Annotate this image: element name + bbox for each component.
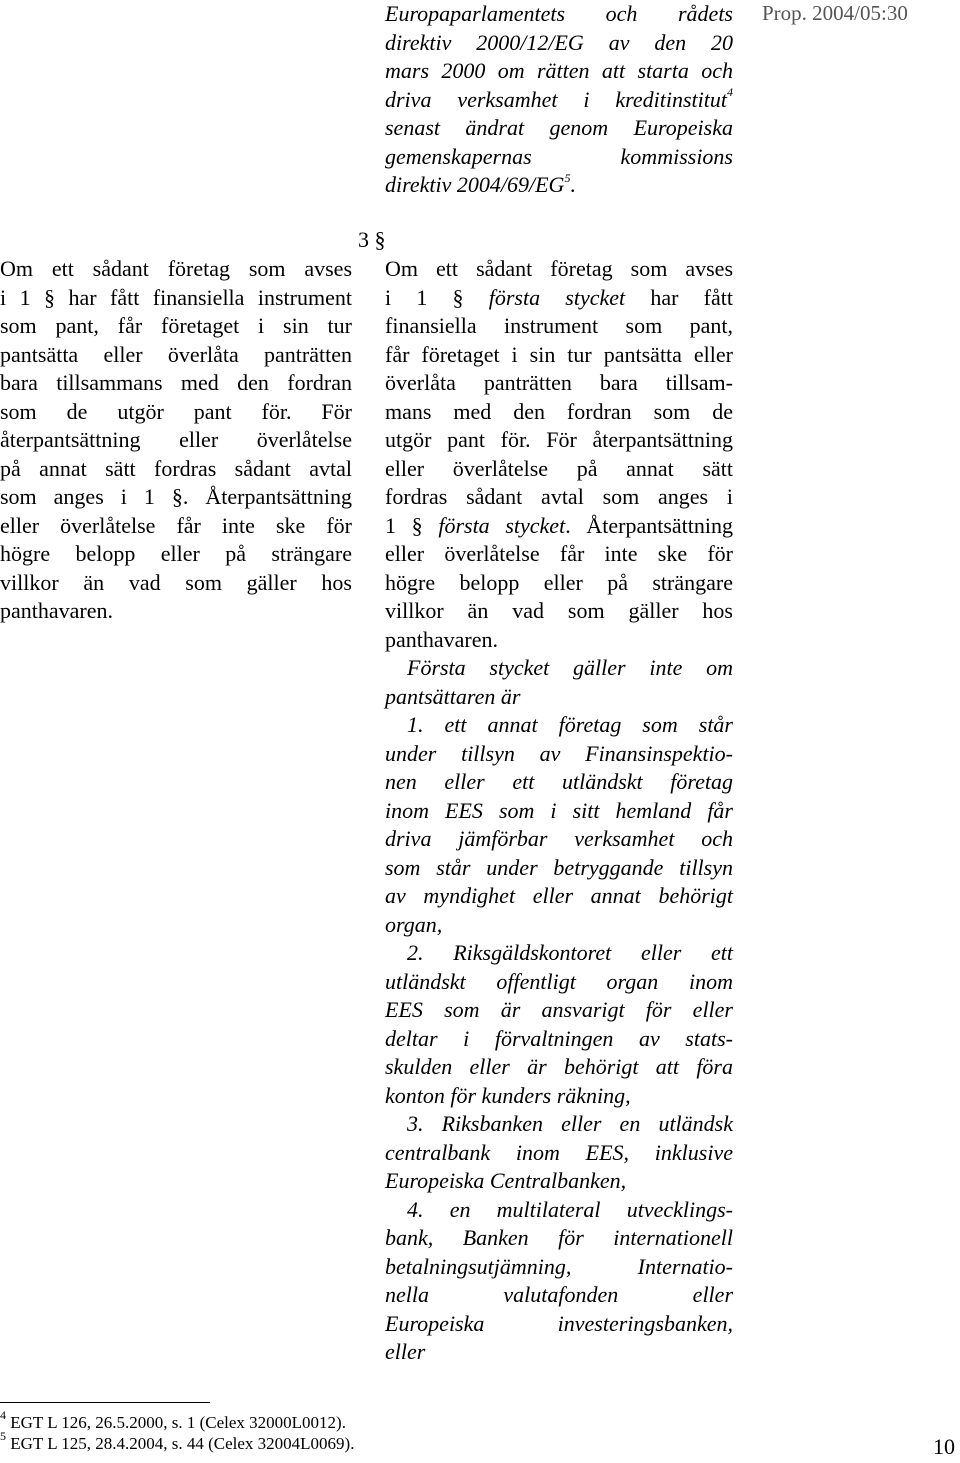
text-line: inom EES som i sitt hemland får bbox=[385, 797, 733, 823]
text-line: som står under betryggande tillsyn bbox=[385, 854, 733, 880]
text-line: utländskt offentligt organ inom bbox=[385, 968, 733, 994]
text-line: pantsätta eller överlåta panträtten bbox=[0, 341, 352, 367]
text-line: Om ett sådant företag som avses bbox=[0, 256, 352, 281]
text-part: 1 § bbox=[385, 512, 439, 538]
text-line: finansiella instrument som pant, bbox=[385, 313, 733, 338]
text-line: EES som är ansvarigt för eller bbox=[385, 997, 733, 1022]
text-line: Första stycket gäller inte om bbox=[407, 655, 733, 680]
footnote-number: 4 bbox=[0, 1408, 6, 1423]
text-part: . Återpantsättning bbox=[565, 512, 733, 538]
text-line: av myndighet eller annat behörigt bbox=[385, 883, 733, 908]
footnote-marker: 4 bbox=[727, 85, 733, 100]
text-line: högre belopp eller på strängare bbox=[385, 569, 733, 595]
text-line: 3. Riksbanken eller en utländsk bbox=[407, 1111, 733, 1136]
text-part: har fått bbox=[625, 284, 733, 310]
text-line: bank, Banken för internationell bbox=[385, 1225, 733, 1250]
text-line: 4. en multilateral utvecklings- bbox=[407, 1196, 733, 1222]
text-line: fordras sådant avtal som anges i bbox=[385, 484, 733, 509]
page-number: 10 bbox=[933, 1434, 955, 1459]
directive-reference bbox=[385, 0, 733, 200]
text-line: panthavaren. bbox=[385, 626, 498, 652]
reference-text: driva verksamhet i kreditinstitut bbox=[385, 86, 727, 112]
footnote bbox=[0, 1429, 355, 1454]
text-line: villkor än vad som gäller hos bbox=[0, 569, 352, 595]
text-line: skulden eller är behörigt att föra bbox=[385, 1054, 733, 1079]
text-line bbox=[385, 284, 733, 313]
section-number: 3 § bbox=[358, 227, 386, 252]
text-line: driva jämförbar verksamhet och bbox=[385, 826, 733, 851]
emphasis: första stycket bbox=[438, 512, 566, 538]
text-line: som pant, får företaget i sin tur bbox=[0, 313, 352, 338]
text-line: 2. Riksgäldskontoret eller ett bbox=[407, 940, 733, 965]
text-line: centralbank inom EES, inklusive bbox=[385, 1139, 733, 1165]
text-line: villkor än vad som gäller hos bbox=[385, 598, 733, 623]
reference-line: senast ändrat genom Europeiska bbox=[385, 115, 733, 140]
footnote-number: 5 bbox=[0, 1429, 6, 1444]
footnotes bbox=[0, 1408, 355, 1454]
current-wording-column bbox=[0, 255, 352, 626]
text-line: återpantsättning eller överlåtelse bbox=[0, 427, 352, 452]
text-line: nella valutafonden eller bbox=[385, 1282, 733, 1307]
text-line: Europeiska investeringsbanken, bbox=[385, 1310, 733, 1336]
text-line: som anges i 1 §. Återpantsättning bbox=[0, 484, 352, 509]
text-line: i 1 § har fått finansiella instrument bbox=[0, 284, 352, 310]
reference-line bbox=[385, 171, 733, 200]
footnote bbox=[0, 1408, 354, 1433]
new-paragraph bbox=[385, 654, 733, 1367]
text-part: i 1 § bbox=[385, 284, 489, 310]
reference-line: mars 2000 om rätten att starta och bbox=[385, 58, 733, 83]
text-line: Om ett sådant företag som avses bbox=[385, 256, 733, 281]
proposed-wording-column bbox=[385, 255, 733, 1367]
text-line bbox=[385, 512, 733, 541]
text-line: pantsättaren är bbox=[385, 683, 521, 709]
text-line: mans med den fordran som de bbox=[385, 398, 733, 424]
text-line: panthavaren. bbox=[0, 598, 113, 623]
emphasis: första stycket bbox=[488, 284, 626, 310]
reference-text: direktiv 2004/69/EG bbox=[385, 172, 565, 197]
reference-line: direktiv 2000/12/EG av den 20 bbox=[385, 29, 733, 55]
footnote-rule bbox=[0, 1402, 210, 1403]
text-line: överlåta panträtten bara tillsam- bbox=[385, 370, 733, 395]
reference-line bbox=[385, 86, 733, 115]
text-line: nen eller ett utländskt företag bbox=[385, 769, 733, 794]
text-line: som de utgör pant för. För bbox=[0, 398, 352, 424]
text-line: bara tillsammans med den fordran bbox=[0, 370, 352, 395]
text-line: eller överlåtelse på annat sätt bbox=[385, 455, 733, 481]
text-line: 1. ett annat företag som står bbox=[407, 712, 733, 737]
text-line: eller överlåtelse får inte ske för bbox=[0, 512, 352, 538]
text-line: utgör pant för. För återpantsättning bbox=[385, 427, 733, 452]
text-line: organ, bbox=[385, 911, 443, 937]
footnote-text: EGT L 126, 26.5.2000, s. 1 (Celex 32000L0012). bbox=[10, 1413, 346, 1432]
text-line: eller bbox=[385, 1339, 426, 1364]
reference-line: Europaparlamentets och rådets bbox=[385, 1, 733, 26]
text-line: betalningsutjämning, Internatio- bbox=[385, 1253, 733, 1279]
reference-line: gemenskapernas kommissions bbox=[385, 143, 733, 169]
text-line: eller överlåtelse får inte ske för bbox=[385, 541, 733, 566]
footnote-marker: 5 bbox=[564, 170, 571, 185]
footnote-text: EGT L 125, 28.4.2004, s. 44 (Celex 32004L0069). bbox=[10, 1434, 355, 1453]
text-line: på annat sätt fordras sådant avtal bbox=[0, 455, 352, 481]
text-line: under tillsyn av Finansinspektio- bbox=[385, 740, 733, 766]
text-line: högre belopp eller på strängare bbox=[0, 541, 352, 566]
text-line: får företaget i sin tur pantsätta eller bbox=[385, 341, 733, 367]
text-line: deltar i förvaltningen av stats- bbox=[385, 1025, 733, 1051]
reference-punct: . bbox=[570, 172, 576, 197]
text-line: konton för kunders räkning, bbox=[385, 1082, 631, 1108]
text-line: Europeiska Centralbanken, bbox=[385, 1168, 627, 1193]
proposition-number: Prop. 2004/05:30 bbox=[762, 1, 908, 25]
